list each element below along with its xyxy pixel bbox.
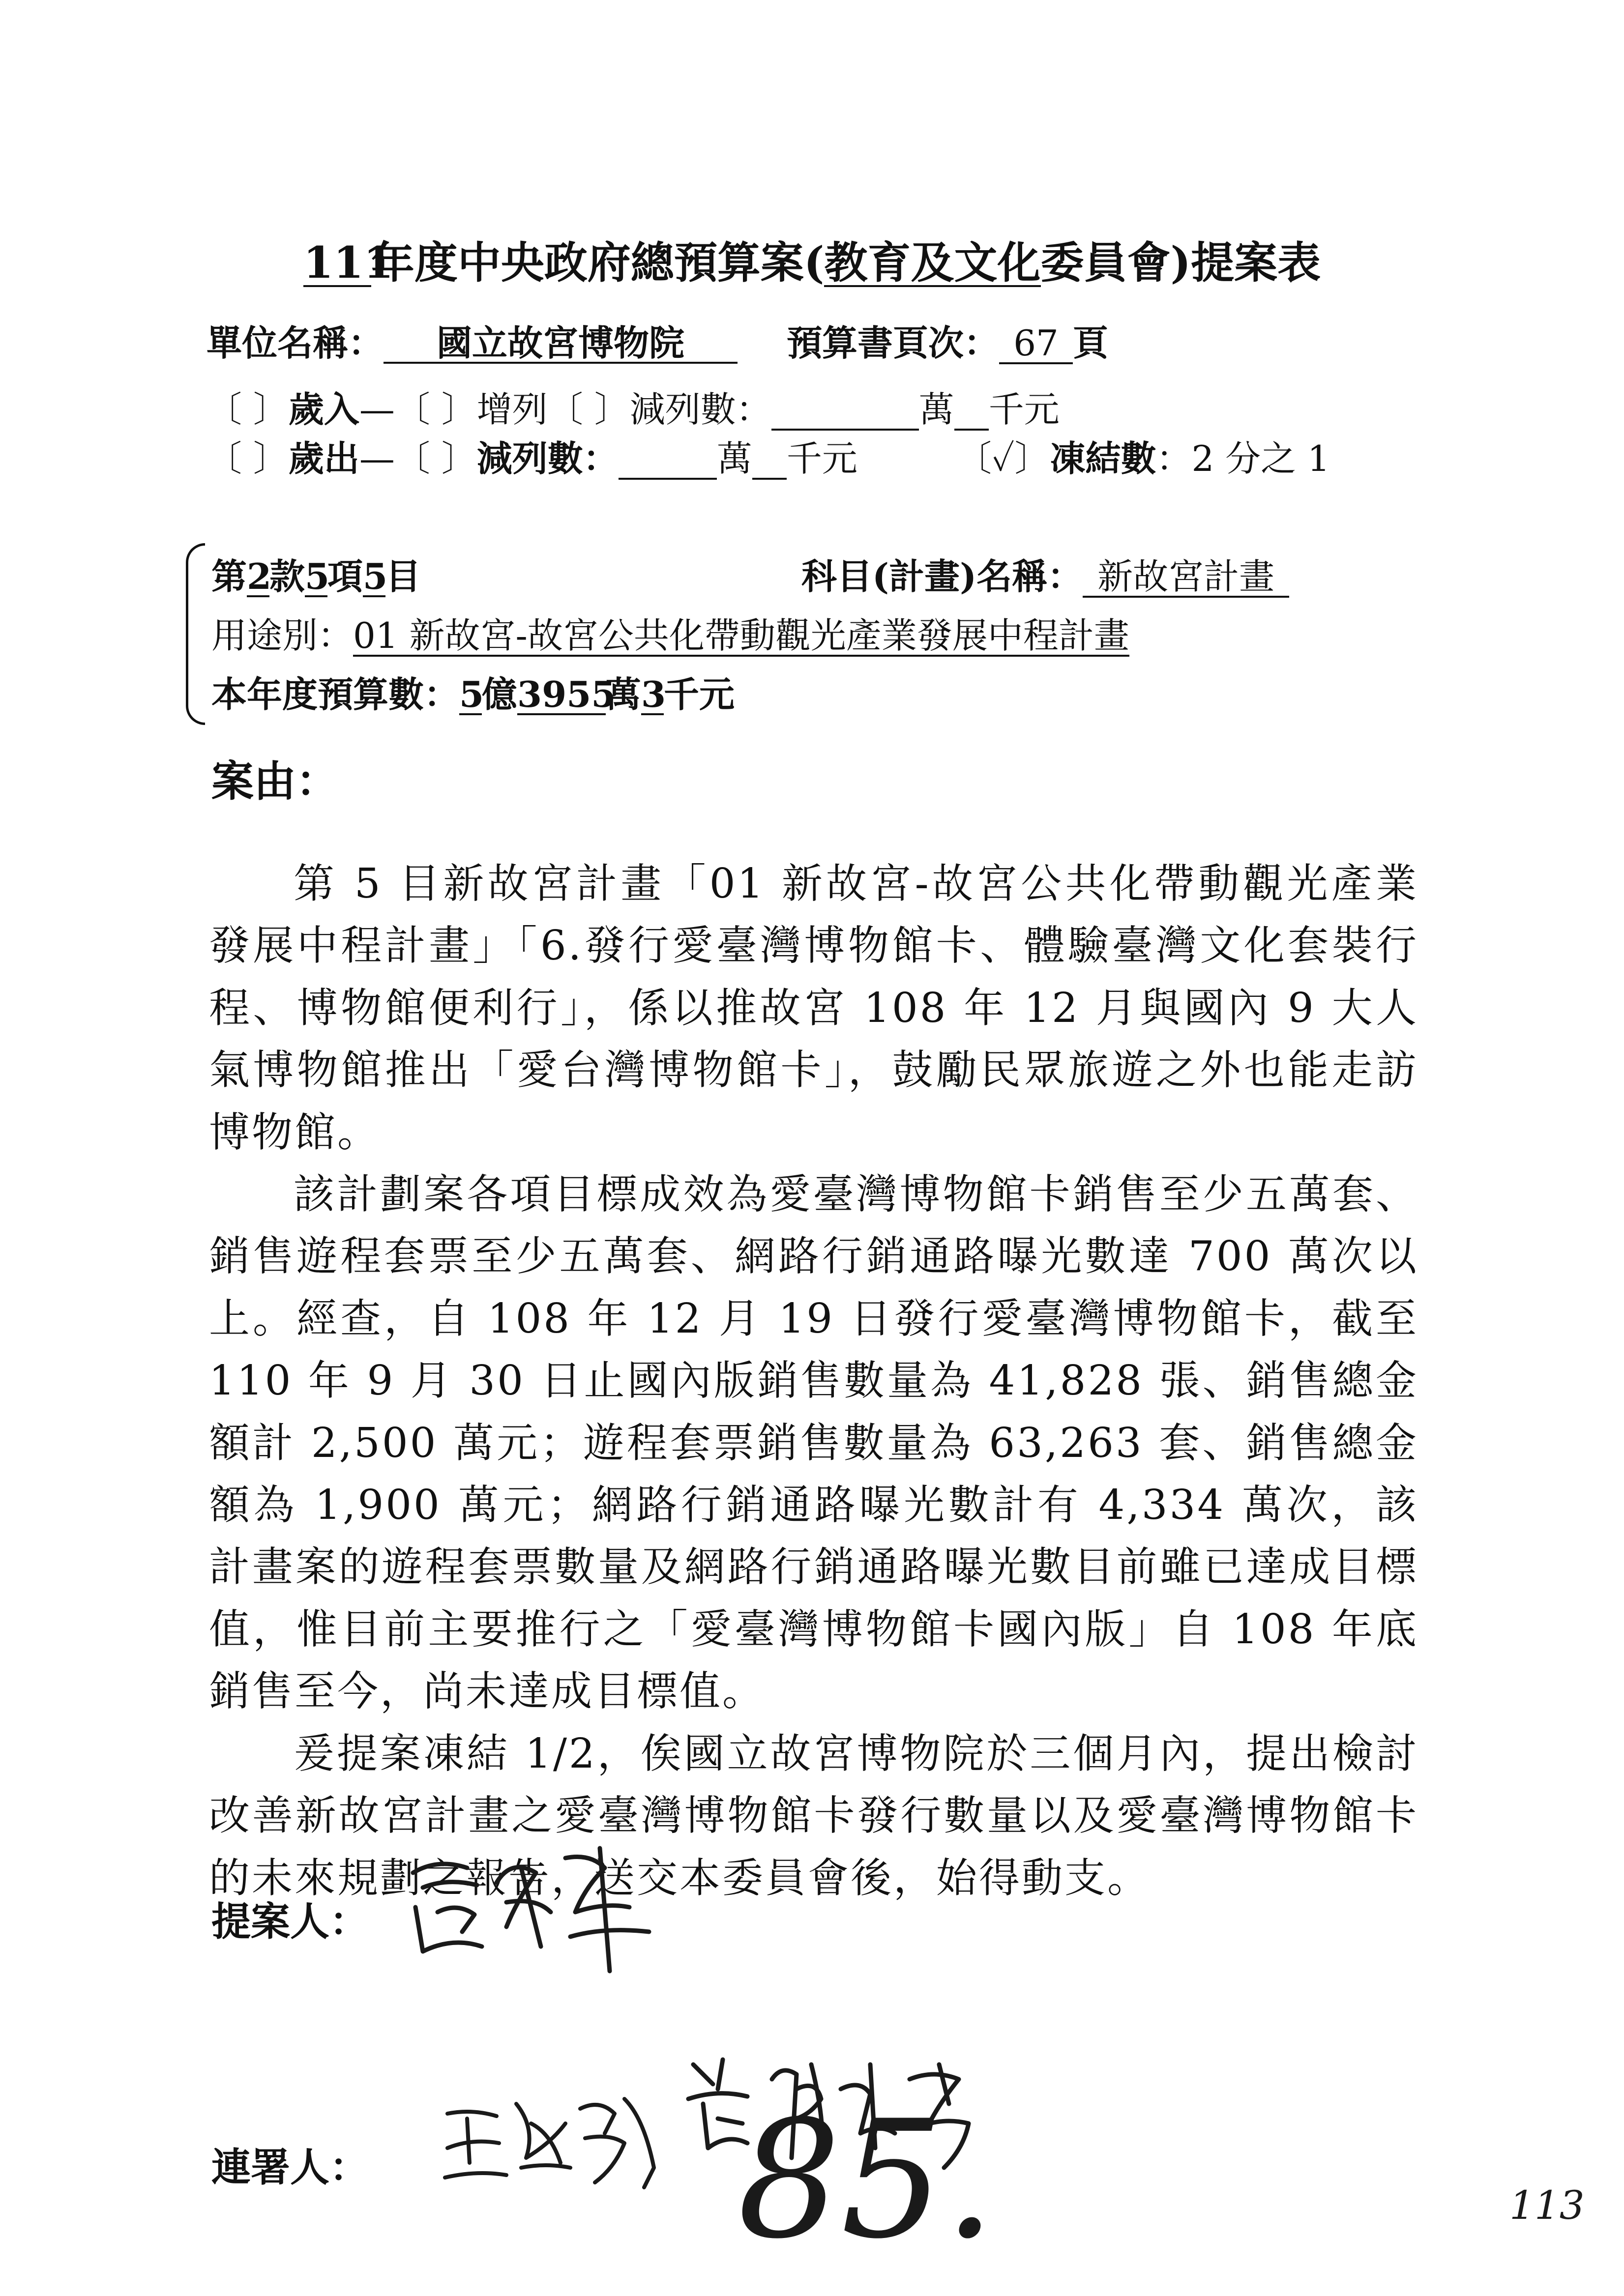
unit-name: 國立故宮博物院 bbox=[384, 324, 738, 364]
expense-qian: 千元 bbox=[786, 438, 857, 479]
expense-wan-blank bbox=[619, 440, 717, 480]
budget-page-value: 67 bbox=[999, 325, 1073, 364]
item-bracket bbox=[186, 543, 205, 725]
revenue-qian: 千元 bbox=[988, 389, 1060, 430]
usage-label: 用途別： bbox=[211, 615, 354, 656]
budget-yi: 億 bbox=[482, 673, 518, 715]
revenue-add-label: 增列 bbox=[476, 389, 548, 430]
budget-page-line bbox=[787, 315, 1108, 366]
item-xiang: 項 bbox=[327, 555, 363, 597]
revenue-dash: — bbox=[359, 389, 395, 430]
paragraph-3: 爰提案凍結 1/2，俟國立故宮博物院於三個月內，提出檢討改善新故宮計畫之愛臺灣博物館卡發行數量以及愛臺灣博物館卡的未來規劃之報告，送交本委員會後，始得動支。 bbox=[209, 1729, 1418, 1902]
budget-yi-number: 5 bbox=[459, 673, 484, 715]
paragraph-1: 第 5 目新故宮計畫「01 新故宮-故宮公共化帶動觀光產業發展中程計畫」「6.發行愛臺灣博物館卡、體驗臺灣文化套裝行程、博物館便利行」，係以推故宮 108 年 12 月與國內 9 大人氣博物館推出「愛台灣博物館卡」，鼓勵民眾旅遊之外也能走訪博物館。 bbox=[209, 860, 1418, 1156]
expense-reduce-checkbox: 〔 〕 bbox=[394, 438, 477, 479]
page-title bbox=[0, 229, 1624, 291]
budget-qian-number: 3 bbox=[641, 673, 666, 715]
title-text-a: 年度中央政府總預算案( bbox=[371, 237, 825, 288]
revenue-label: 歲入 bbox=[288, 388, 359, 430]
budget-page-unit: 頁 bbox=[1073, 322, 1109, 364]
expense-checkbox: 〔 〕 bbox=[207, 438, 289, 479]
freeze-value: ：2 分之 1 bbox=[1156, 438, 1330, 479]
budget-wan-number: 3955 bbox=[517, 673, 616, 715]
paragraph-2: 該計劃案各項目標成效為愛臺灣博物館卡銷售至少五萬套、銷售遊程套票至少五萬套、網路行銷通路曝光數達 700 萬次以上。經查，自 108 年 12 月 19 日發行愛臺灣博物館卡，截至 110 年 9 月 30 日止國內版銷售數量為 41,828 張、銷售總金額計 2,500 萬元；遊程套票銷售數量為 63,263 套、銷售總金額為 1,900 萬元；網路行銷通路曝光數計有 4,334 萬次，該計畫案的遊程套票數量及網路行銷通路曝光數目前雖已達成目標值，惟目前主要推行之「愛臺灣博物館卡國內版」自 108 年底銷售至今，尚未達成目標值。 bbox=[209, 1170, 1418, 1715]
revenue-reduce-label: 減列數： bbox=[629, 389, 771, 430]
freeze-label: 凍結數 bbox=[1050, 437, 1156, 479]
budget-page-label: 預算書頁次： bbox=[787, 322, 1000, 364]
proposer-signature bbox=[393, 1829, 669, 1976]
revenue-wan: 萬 bbox=[918, 389, 954, 430]
reason-body bbox=[209, 853, 1418, 1909]
subject-line bbox=[801, 548, 1289, 599]
usage-line bbox=[211, 607, 1129, 658]
expense-qian-blank bbox=[752, 440, 787, 480]
expense-label: 歲出 bbox=[288, 437, 359, 479]
reason-label: 案由： bbox=[211, 756, 338, 806]
item-line bbox=[211, 548, 421, 599]
expense-line bbox=[207, 430, 857, 481]
page-number: 113 bbox=[1509, 2182, 1585, 2228]
expense-wan: 萬 bbox=[716, 438, 752, 479]
budget-wan: 萬 bbox=[606, 673, 642, 715]
freeze-checkbox: 〔✓〕 bbox=[956, 438, 1050, 479]
item-kuan: 款 bbox=[269, 555, 305, 597]
expense-reduce-label: 減列數： bbox=[476, 437, 619, 479]
item-mu: 目 bbox=[385, 555, 421, 597]
budget-label: 本年度預算數： bbox=[211, 673, 460, 715]
unit-label: 單位名稱： bbox=[207, 322, 384, 364]
revenue-checkbox: 〔 〕 bbox=[207, 389, 289, 430]
proposer-label: 提案人： bbox=[211, 1898, 369, 1945]
cosigner-label: 連署人： bbox=[211, 2144, 369, 2190]
xiang-number: 5 bbox=[305, 555, 330, 597]
subject-label: 科目(計畫)名稱： bbox=[801, 555, 1083, 597]
subject-value: 新故宮計畫 bbox=[1083, 558, 1289, 598]
title-year: 111 bbox=[303, 237, 394, 288]
usage-value: 01 新故宮-故宮公共化帶動觀光產業發展中程計畫 bbox=[353, 615, 1129, 656]
title-committee: 教育及文化 bbox=[824, 237, 1041, 288]
revenue-add-checkbox: 〔 〕 bbox=[394, 389, 477, 430]
freeze-line bbox=[956, 430, 1330, 481]
revenue-qian-blank bbox=[954, 391, 989, 431]
handwritten-number: 85. bbox=[738, 2086, 996, 2274]
title-text-b: 委員會)提案表 bbox=[1040, 237, 1321, 288]
revenue-line bbox=[207, 381, 1060, 432]
revenue-reduce-checkbox: 〔 〕 bbox=[547, 389, 630, 430]
budget-qian: 千元 bbox=[664, 673, 735, 715]
item-di: 第 bbox=[211, 555, 247, 597]
kuan-number: 2 bbox=[247, 555, 272, 597]
budget-line bbox=[211, 666, 735, 717]
mu-number: 5 bbox=[363, 555, 388, 597]
revenue-wan-blank bbox=[771, 391, 919, 431]
unit-line bbox=[207, 315, 738, 366]
expense-dash: — bbox=[359, 438, 395, 479]
cosigner-signature-1 bbox=[438, 2069, 664, 2197]
